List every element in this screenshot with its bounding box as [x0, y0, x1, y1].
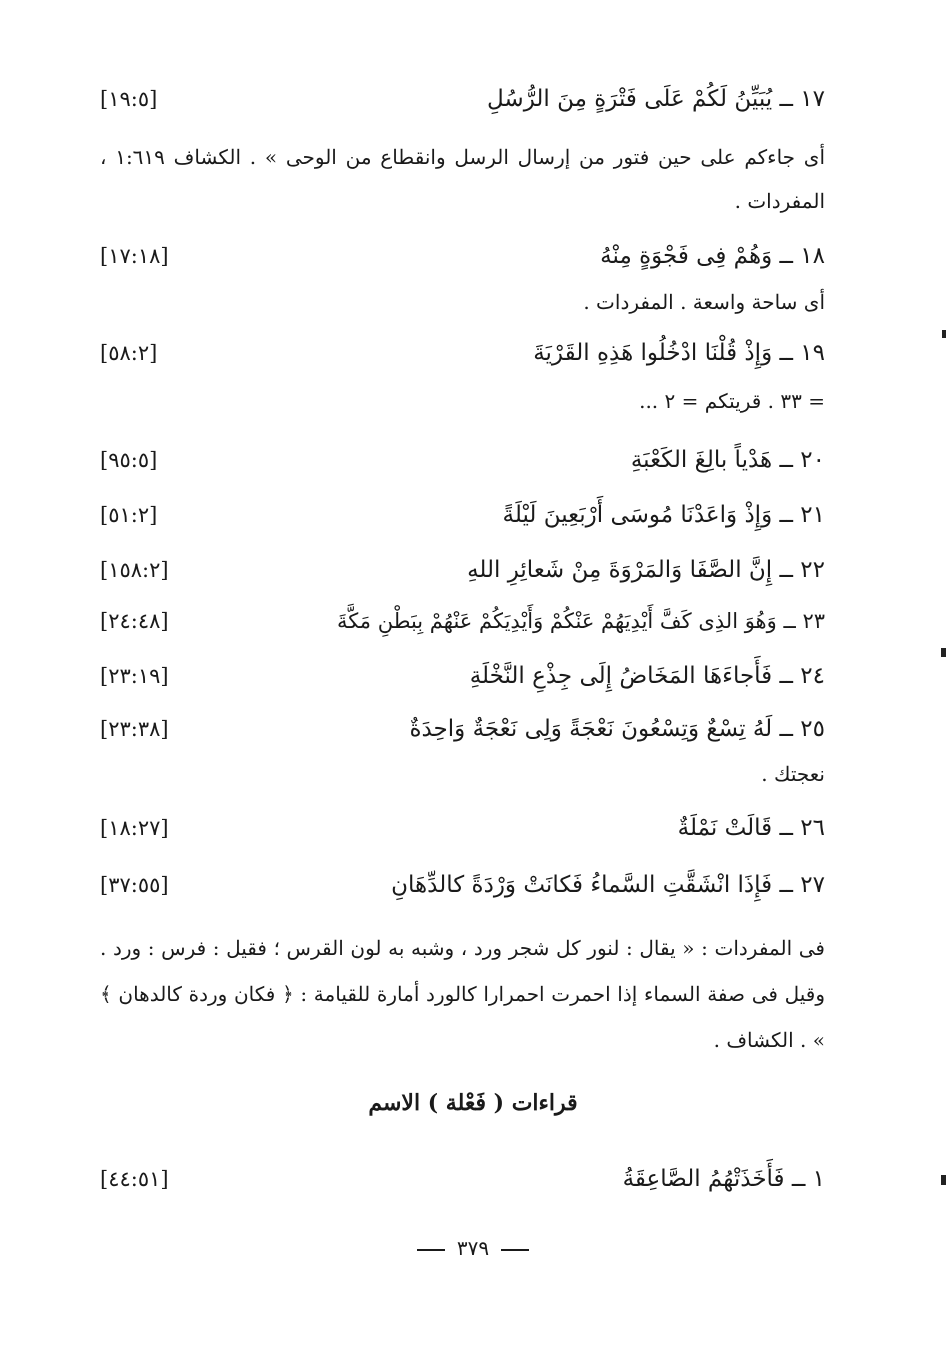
entry-27 [100, 872, 825, 898]
verse-reference: [١٩:٥] [100, 87, 158, 111]
verse-text: ٢١ ــ وَإِذْ وَاعَدْنَا مُوسَى أَرْبَعِينَ لَيْلَةً [502, 502, 825, 528]
dash-left [417, 1249, 445, 1251]
verse-reference: [١٧:١٨] [100, 244, 169, 268]
entry-17 [100, 86, 825, 112]
verse-reference: [٣٧:٥٥] [100, 873, 169, 897]
verse-text: ٢٤ ــ فَأَجاءَهَا المَخَاضُ إِلَى جِذْعِ النَّخْلَةِ [469, 663, 825, 689]
scan-mark [941, 1175, 946, 1185]
entry-25 [100, 716, 825, 742]
verse-reference: [٢٣:١٩] [100, 664, 169, 688]
verse-text: ٢٢ ــ إِنَّ الصَّفَا وَالمَرْوَةَ مِنْ شَعائِرِ اللهِ [467, 557, 825, 583]
page-number [0, 1236, 946, 1260]
section-heading: قراءات ( فَعْلة ) الاسم [368, 1090, 578, 1116]
verse-reference: [٥٨:٢] [100, 341, 158, 365]
note-25: نعجتك . [761, 762, 825, 786]
page-number-text: ٣٧٩ [456, 1236, 490, 1260]
verse-text: ٢٦ ــ قَالَتْ نَمْلَةٌ [677, 815, 825, 841]
note-19: = ٣٣ . قريتكم = ٢ ... [639, 389, 825, 413]
verse-text: ٢٣ ــ وَهُوَ الذِى كَفَّ أَيْدِيَهُمْ عَنْكُمْ وَأَيْدِيَكُمْ عَنْهُمْ بِبَطْنِ مَكَّةَ [336, 609, 825, 633]
verse-reference: [١٨:٢٧] [100, 816, 169, 840]
note-27: فى المفردات : « يقال : لنور كل شجر ورد ، وشبه به لون القرس ؛ فقيل : فرس : ورد . وقيل فى صفة السماء إذا احمرت احمرارا كالورد أمارة للقيامة : ﴿ فكان وردة كالدهان ﴾ » . الكشاف . [100, 936, 825, 1052]
verse-reference: [٢٤:٤٨] [100, 609, 169, 633]
verse-reference: [٩٥:٥] [100, 448, 158, 472]
verse-reference: [٥١:٢] [100, 503, 158, 527]
entry-22 [100, 557, 825, 583]
verse-text: ٢٠ ــ هَدْياً بالِغَ الكَعْبَةِ [630, 447, 825, 473]
note-18: أى ساحة واسعة . المفردات . [583, 290, 825, 314]
entry-1 [100, 1166, 825, 1192]
verse-text: ٢٥ ــ لَهُ تِسْعٌ وَتِسْعُونَ نَعْجَةً وَلِى نَعْجَةٌ وَاحِدَةٌ [409, 716, 825, 742]
verse-reference: [٢٣:٣٨] [100, 717, 169, 741]
note-17: أى جاءكم على حين فتور من إرسال الرسل وانقطاع من الوحى » . الكشاف ١:٦١٩ ، المفردات . [100, 145, 825, 213]
verse-reference: [١٥٨:٢] [100, 558, 169, 582]
entry-26 [100, 815, 825, 841]
verse-text: ١٩ ــ وَإِذْ قُلْنَا ادْخُلُوا هَذِهِ القَرْيَةَ [533, 340, 825, 366]
entry-20 [100, 447, 825, 473]
scan-mark [941, 648, 946, 657]
dash-right [501, 1249, 529, 1251]
entry-19 [100, 340, 825, 366]
scan-mark [942, 330, 946, 338]
verse-text: ١ ــ فَأَخَذَتْهُمُ الصَّاعِقَةُ [622, 1166, 825, 1192]
verse-text: ١٨ ــ وَهُمْ فِى فَجْوَةٍ مِنْهُ [600, 243, 825, 269]
entry-18 [100, 243, 825, 269]
verse-text: ١٧ ــ يُبَيِّنُ لَكُمْ عَلَى فَتْرَةٍ مِنَ الرُّسُلِ [487, 86, 825, 112]
entry-21 [100, 502, 825, 528]
entry-23 [100, 609, 825, 633]
verse-reference: [٤٤:٥١] [100, 1167, 169, 1191]
verse-text: ٢٧ ــ فَإِذَا انْشَقَّتِ السَّماءُ فَكانَتْ وَرْدَةً كالدِّهَانِ [391, 872, 825, 898]
entry-24 [100, 663, 825, 689]
